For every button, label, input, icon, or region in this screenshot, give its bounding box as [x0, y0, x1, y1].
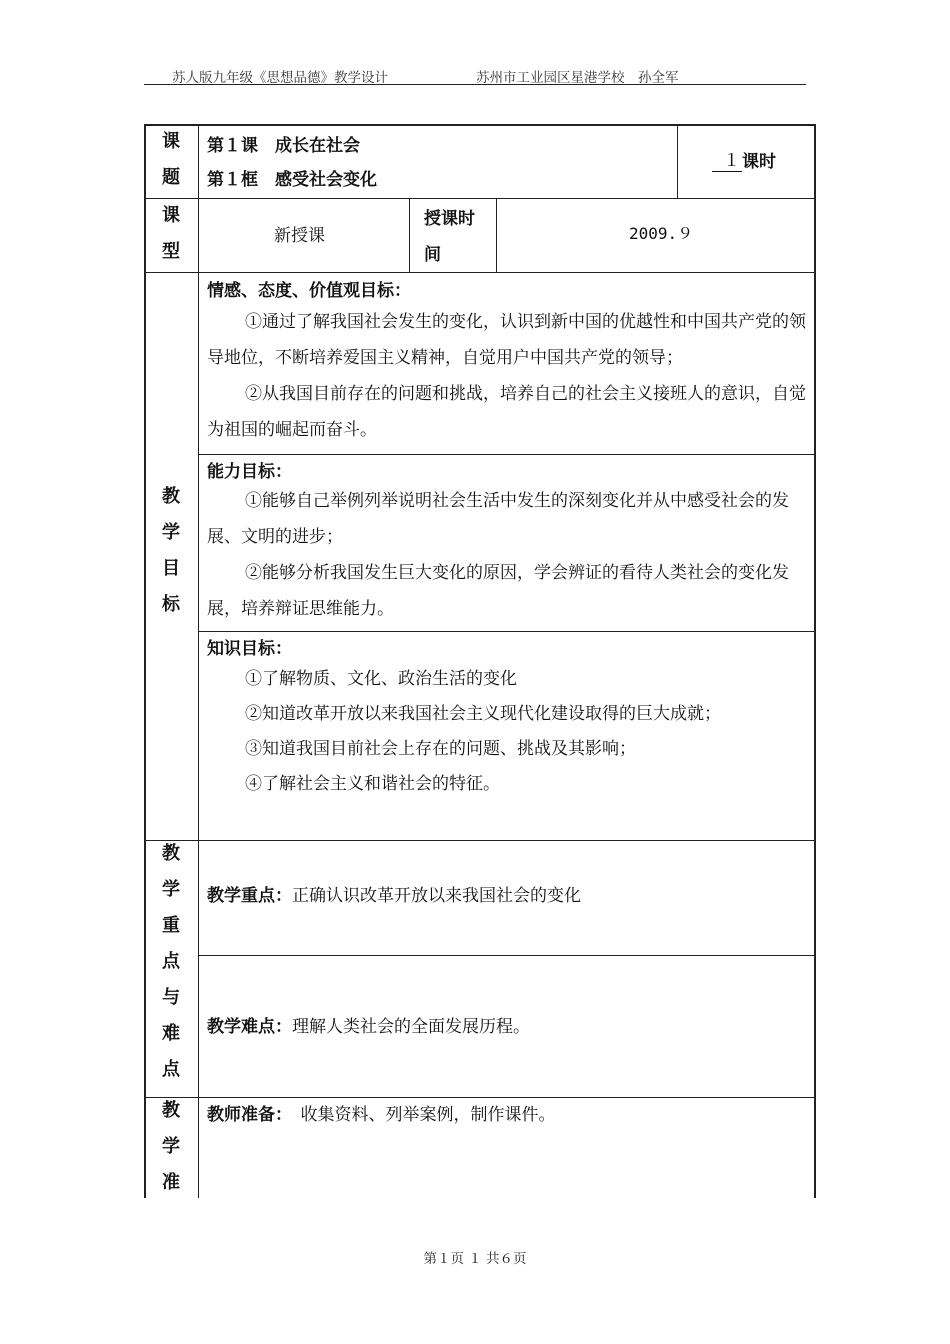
prep-label-char: 准 [162, 1172, 180, 1193]
ability-goal-item: ①能够自己举例列举说明社会生活中发生的深刻变化并从中感受社会的发展、文明的进步； [207, 491, 789, 547]
goals-sub-divider [198, 454, 816, 455]
key-point-title: 教学重点： [207, 886, 292, 906]
prep-label [144, 1093, 198, 1201]
topic-label-char: 题 [162, 167, 180, 188]
topic-label-char: 课 [162, 131, 180, 152]
page-header [144, 64, 806, 85]
difficult-point-text: 理解人类社会的全面发展历程。 [292, 1017, 530, 1037]
ability-goals-title: 能力目标： [207, 462, 292, 482]
page-footer: 第１页 １ 共６页 [423, 1251, 527, 1267]
focus-label [144, 836, 198, 1088]
goals-sub-divider [198, 631, 816, 632]
knowledge-goal-item: ①了解物质、文化、政治生活的变化 [245, 669, 517, 689]
teaching-time-label: 授课时间 [424, 209, 475, 265]
goals-label-char: 标 [162, 594, 180, 615]
focus-label-char: 重 [162, 915, 180, 936]
focus-label-char: 点 [162, 951, 180, 972]
teacher-prep-text: 收集资料、列举案例，制作课件。 [283, 1105, 556, 1125]
prep-label-char: 教 [162, 1100, 180, 1121]
focus-label-char: 难 [162, 1023, 180, 1044]
type-label [144, 198, 198, 270]
row-divider [144, 840, 816, 841]
topic-label [144, 124, 198, 196]
lesson-plan-table [144, 124, 816, 1198]
knowledge-goal-item: ③知道我国目前社会上存在的问题、挑战及其影响； [245, 739, 636, 759]
goals-label [144, 479, 198, 623]
row-divider [144, 1097, 816, 1098]
knowledge-goal-item: ④了解社会主义和谐社会的特征。 [245, 774, 500, 794]
focus-sub-divider [198, 955, 816, 956]
focus-label-char: 点 [162, 1059, 180, 1080]
difficult-point-title: 教学难点： [207, 1017, 292, 1037]
time-cell-divider [496, 198, 497, 272]
header-school-author: 苏州市工业园区星港学校 孙全军 [476, 70, 679, 86]
ability-goal-item: ②能够分析我国发生巨大变化的原因，学会辨证的看待人类社会的变化发展，培养辩证思维能力。 [207, 563, 789, 619]
row-divider [144, 198, 816, 199]
focus-label-char: 教 [162, 843, 180, 864]
prep-label-char: 学 [162, 1136, 180, 1157]
knowledge-goals-title: 知识目标： [207, 639, 292, 659]
focus-label-char: 与 [162, 987, 180, 1008]
table-right-border [814, 124, 816, 1198]
goals-label-char: 目 [162, 558, 180, 579]
header-course-title: 苏人版九年级《思想品德》教学设计 [172, 70, 388, 86]
key-point [207, 881, 581, 906]
class-hours [712, 147, 776, 172]
emotion-goal-item: ②从我国目前存在的问题和挑战，培养自己的社会主义接班人的意识，自觉为祖国的崛起而奋斗。 [207, 384, 806, 440]
focus-label-char: 学 [162, 879, 180, 900]
type-cell-divider [409, 198, 410, 272]
lesson-title: 第１课 成长在社会 [207, 136, 360, 156]
table-top-border [144, 124, 816, 126]
teacher-prep-title: 教师准备： [207, 1105, 284, 1125]
class-hours-number: １ [712, 153, 742, 172]
type-label-char: 课 [162, 205, 180, 226]
emotion-goals-title: 情感、态度、价值观目标： [207, 281, 411, 301]
key-point-text: 正确认识改革开放以来我国社会的变化 [292, 886, 581, 906]
lesson-type: 新授课 [274, 226, 325, 246]
goals-label-char: 学 [162, 522, 180, 543]
label-column-divider [198, 124, 199, 1198]
class-hours-unit: 课时 [742, 152, 776, 172]
emotion-goal-item: ①通过了解我国社会发生的变化，认识到新中国的优越性和中国共产党的领导地位，不断培养爱国主义精神，自觉用户中国共产党的领导； [207, 312, 806, 368]
teacher-prep [207, 1100, 556, 1125]
hours-cell-divider [677, 124, 678, 198]
type-label-char: 型 [162, 241, 180, 262]
difficult-point [207, 1012, 530, 1037]
teaching-time-value: 2009.９ [629, 224, 694, 243]
frame-title: 第１框 感受社会变化 [207, 170, 377, 190]
knowledge-goal-item: ②知道改革开放以来我国社会主义现代化建设取得的巨大成就； [245, 704, 721, 724]
goals-label-char: 教 [162, 486, 180, 507]
